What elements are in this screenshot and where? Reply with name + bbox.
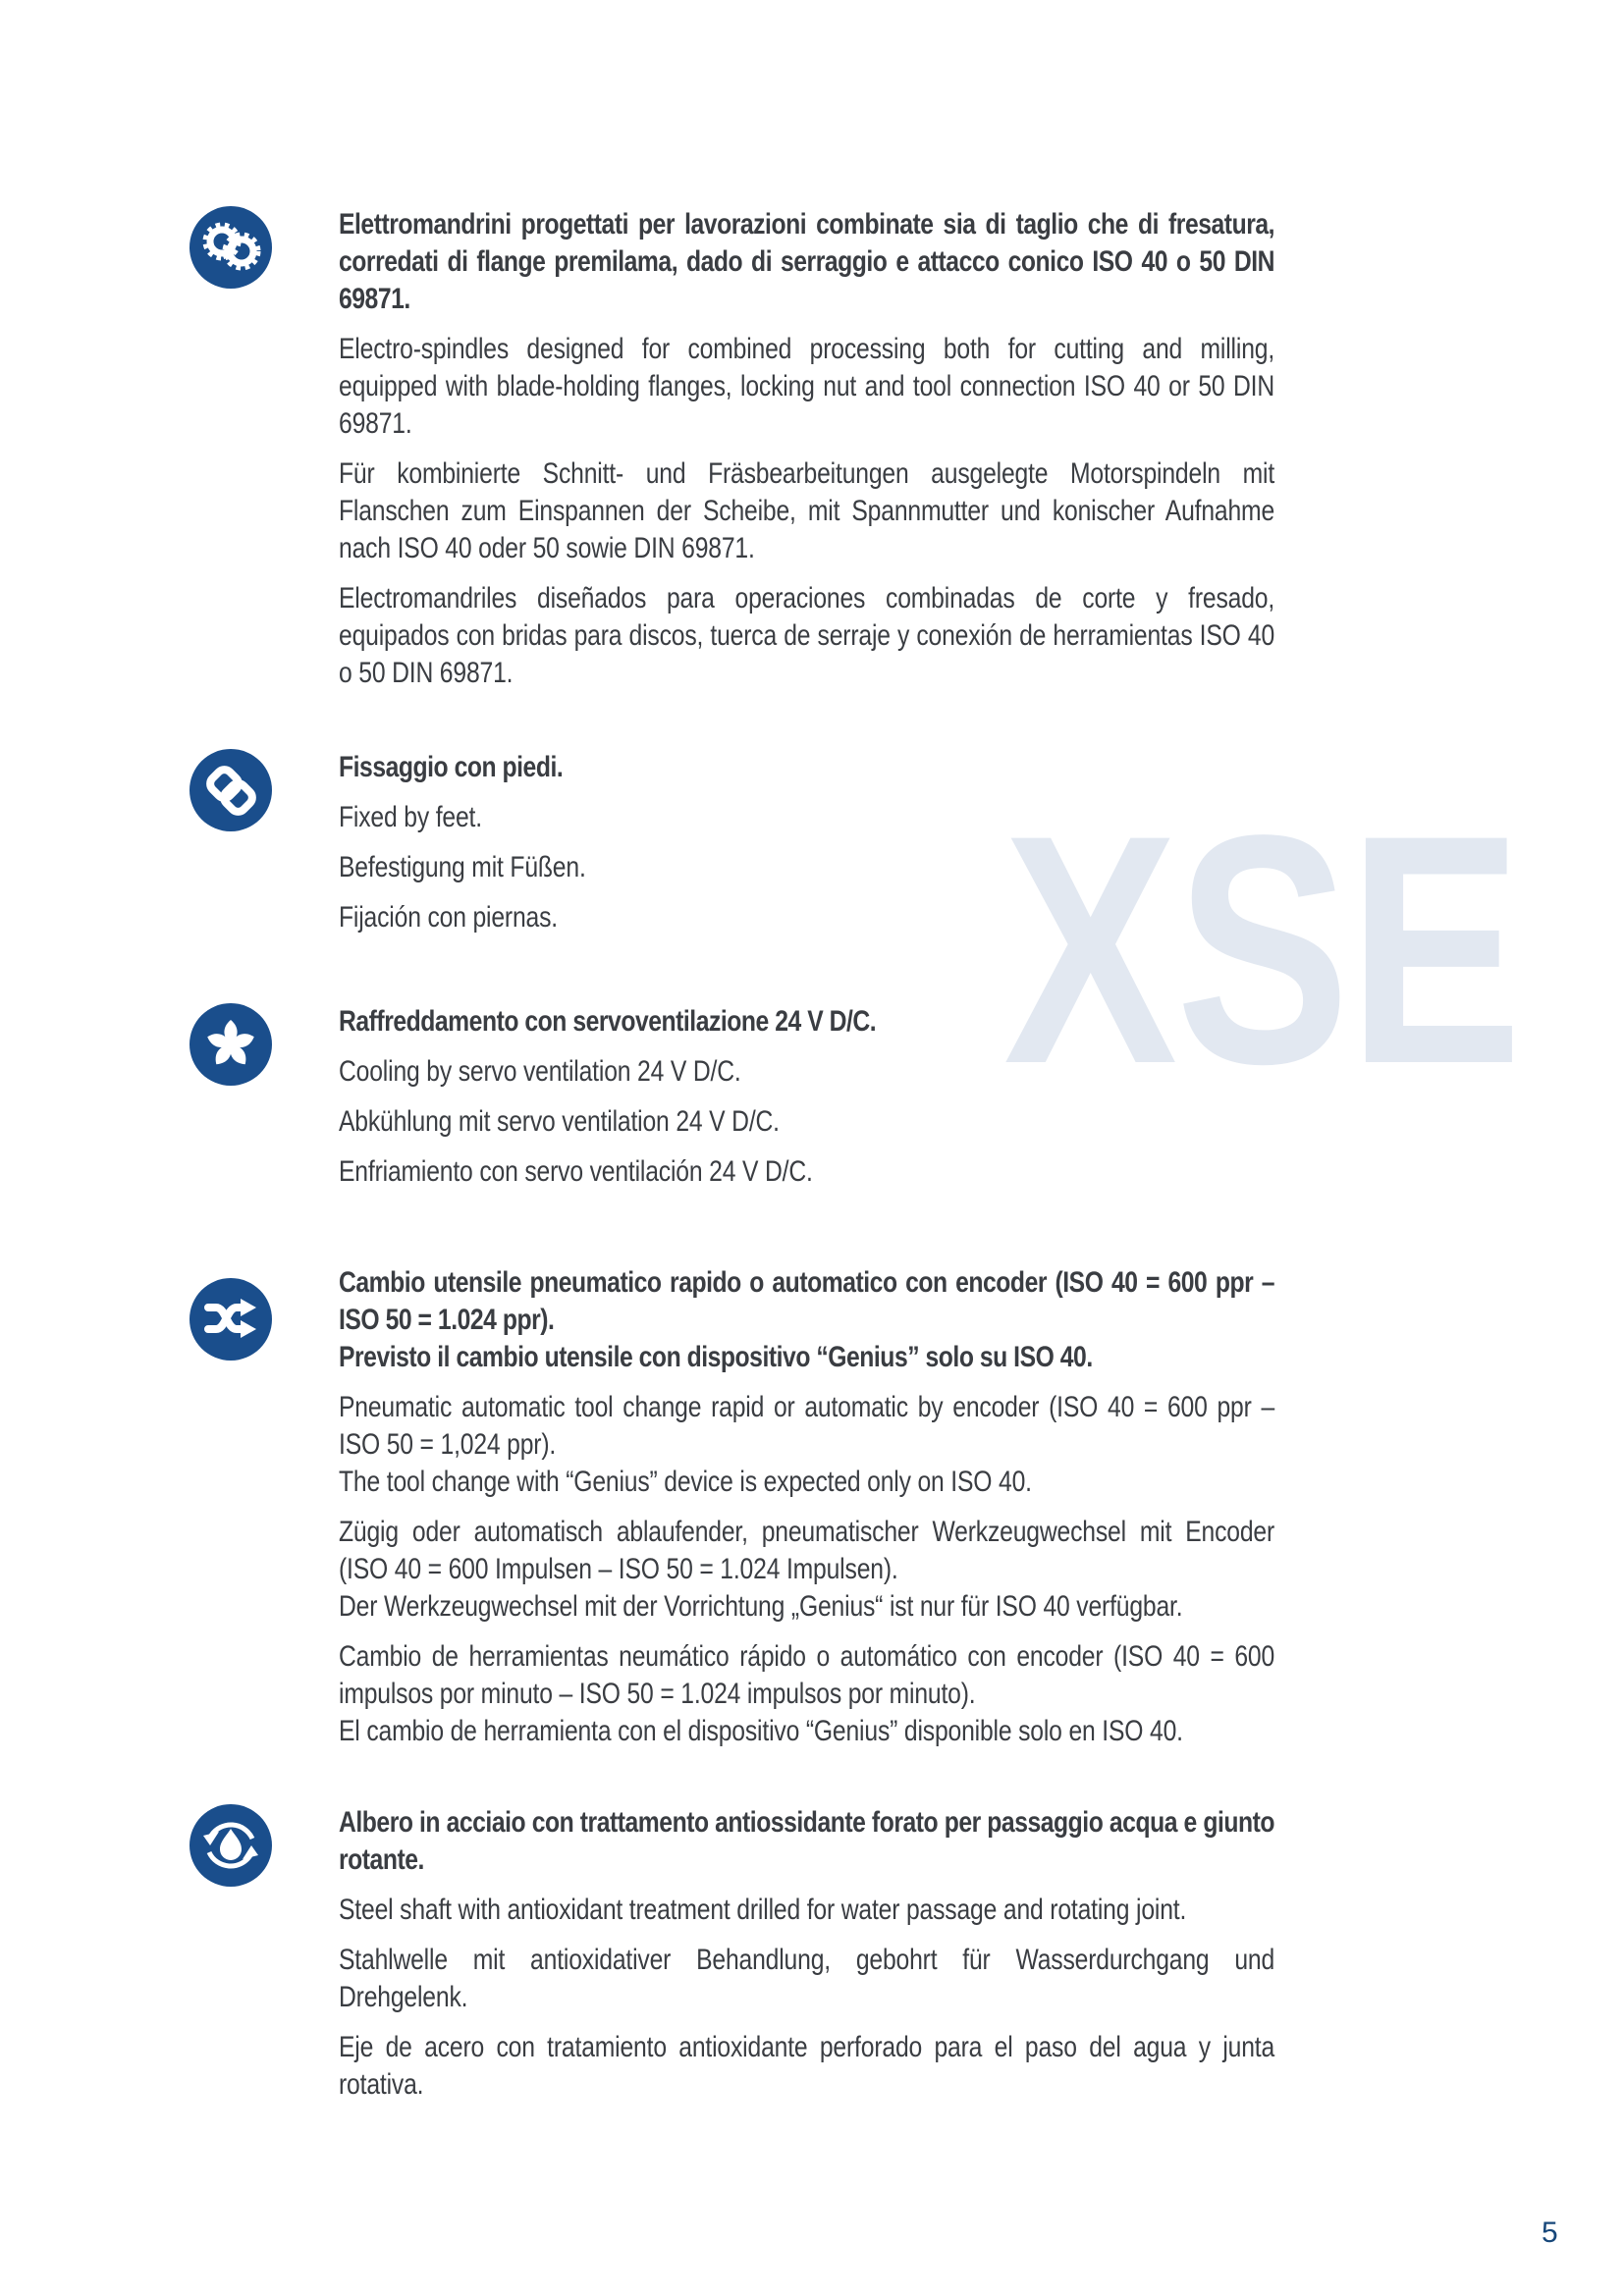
feature-text-it: Elettromandrini progettati per lavorazioni combinate sia di taglio che di fresatura, corredati di flange premilama, dado di serraggio e attacco conico ISO 40 o 50 DIN 69871.: [339, 208, 1275, 315]
gears-icon: [189, 206, 272, 289]
feature-section-shaft: [189, 1804, 1476, 2116]
xse-watermark: XSE: [1003, 768, 1521, 1132]
feature-text-it: Previsto il cambio utensile con dispositivo “Genius” solo su ISO 40.: [339, 1341, 1093, 1373]
feature-text-en: Electro-spindles designed for combined processing both for cutting and milling, equipped with blade-holding flanges, locking nut and tool connection ISO 40 or 50 DIN 69871.: [339, 333, 1275, 440]
feature-text-de: Befestigung mit Füßen.: [339, 851, 586, 883]
feature-text-en: Cooling by servo ventilation 24 V D/C.: [339, 1055, 741, 1088]
feature-text-es: El cambio de herramienta con el dispositivo “Genius” disponible solo en ISO 40.: [339, 1715, 1183, 1747]
feature-text-de: Stahlwelle mit antioxidativer Behandlung, gebohrt für Wasserdurchgang und Drehgelenk.: [339, 1944, 1275, 2013]
feature-text-de: Für kombinierte Schnitt- und Fräsbearbeitungen ausgelegte Motorspindeln mit Flanschen zum Einspannen der Scheibe, mit Spannmutter und konischer Aufnahme nach ISO 40 oder 50 sowie DIN 69871.: [339, 457, 1275, 564]
feature-text-es: Cambio de herramientas neumático rápido o automático con encoder (ISO 40 = 600 impulsos por minuto – ISO 50 = 1.024 impulsos por minuto).: [339, 1640, 1275, 1710]
feature-section-fixing: [189, 749, 1476, 949]
page-number: 5: [1542, 2216, 1558, 2249]
feature-text-es: Electromandriles diseñados para operaciones combinadas de corte y fresado, equipados con bridas para discos, tuerca de serraje y conexión de herramientas ISO 40 o 50 DIN 69871.: [339, 582, 1275, 689]
feature-text-de: Zügig oder automatisch ablaufender, pneumatischer Werkzeugwechsel mit Encoder (ISO 40 = 600 Impulsen – ISO 50 = 1.024 Impulsen).: [339, 1516, 1275, 1585]
shuffle-icon: [189, 1278, 272, 1361]
feature-text-de: Abkühlung mit servo ventilation 24 V D/C.: [339, 1105, 780, 1138]
feature-text-en: Fixed by feet.: [339, 801, 482, 833]
feature-text-en: Pneumatic automatic tool change rapid or automatic by encoder (ISO 40 = 600 ppr – ISO 50 = 1,024 ppr).: [339, 1391, 1275, 1461]
feature-text-it: Raffreddamento con servoventilazione 24 V D/C.: [339, 1005, 877, 1038]
feature-text-de: Der Werkzeugwechsel mit der Vorrichtung „Genius“ ist nur für ISO 40 verfügbar.: [339, 1590, 1183, 1623]
feature-text-es: Fijación con piernas.: [339, 901, 558, 934]
feature-text-it: Cambio utensile pneumatico rapido o automatico con encoder (ISO 40 = 600 ppr – ISO 50 = 1.024 ppr).: [339, 1266, 1275, 1336]
feature-section-toolchange: [189, 1264, 1476, 1763]
feature-text-es: Eje de acero con tratamiento antioxidante perforado para el paso del agua y junta rotativa.: [339, 2031, 1275, 2101]
feature-text-en: Steel shaft with antioxidant treatment drilled for water passage and rotating joint.: [339, 1894, 1187, 1926]
water-drop-rotation-icon: [189, 1804, 272, 1887]
fan-icon: [189, 1003, 272, 1086]
feature-section-cooling: [189, 1003, 1476, 1203]
feature-section-electrospindles: [189, 206, 1476, 705]
feature-text-it: Fissaggio con piedi.: [339, 751, 564, 783]
feature-text-es: Enfriamiento con servo ventilación 24 V D/C.: [339, 1155, 813, 1188]
chain-link-icon: [189, 749, 272, 831]
feature-text-en: The tool change with “Genius” device is expected only on ISO 40.: [339, 1466, 1032, 1498]
feature-text-it: Albero in acciaio con trattamento antiossidante forato per passaggio acqua e giunto rotante.: [339, 1806, 1275, 1876]
